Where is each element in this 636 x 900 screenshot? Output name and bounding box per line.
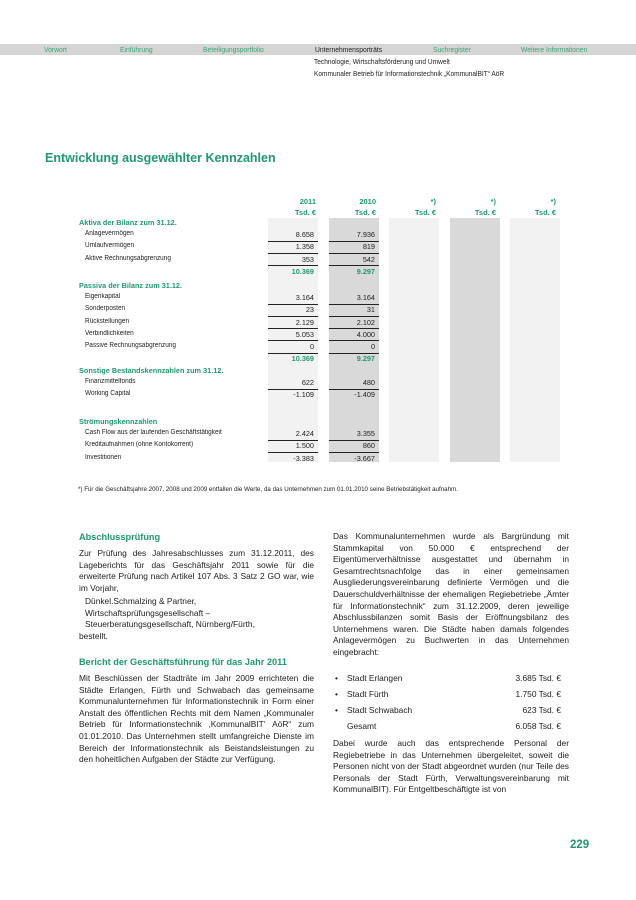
total-value-2011: 10.369 — [291, 354, 314, 364]
cell-value-2010: -1.409 — [354, 390, 375, 400]
asset-row — [333, 673, 561, 685]
table-footnote: *) Für die Geschäftsjahre 2007, 2008 und 2009 entfallen die Werte, da das Unternehmen zum 01.01.2010 seine Betriebstätigkeit aufnahm. — [78, 486, 458, 493]
asset-row — [333, 705, 561, 717]
cell-value-2010: 0 — [370, 342, 375, 351]
cell-value-2010: -3.667 — [354, 453, 375, 463]
asset-row — [333, 689, 561, 701]
nav-item-beteiligungsportfolio[interactable]: Beteiligungsportfolio — [203, 45, 264, 54]
page-number: 229 — [570, 839, 590, 851]
cell-value-2011: 23 — [305, 305, 314, 315]
cell-value-2010: 860 — [362, 441, 375, 451]
asset-amount: 3.685 Tsd. € — [515, 673, 561, 683]
row-label: Rückstellungen — [85, 317, 130, 325]
row-label: Eigenkapital — [85, 293, 121, 301]
bullet-icon: • — [335, 705, 338, 715]
audit-heading: Abschlussprüfung — [79, 532, 161, 542]
asset-name: Stadt Erlangen — [347, 673, 403, 683]
cell-value-2011: 1.358 — [295, 242, 314, 252]
cell-value-2010: 819 — [362, 242, 375, 252]
total-value-2011: 10.369 — [291, 266, 314, 276]
audit-closing: bestellt. — [79, 631, 108, 641]
row-label: Passive Rechnungsabgrenzung — [85, 342, 176, 349]
cell-value-2010: 2.102 — [356, 317, 375, 327]
row-label: Kreditaufnahmen (ohne Kontokorrent) — [85, 441, 194, 449]
nav-item-unternehmensportraets[interactable]: Unternehmensporträts — [315, 45, 383, 54]
breadcrumb-category: Technologie, Wirtschaftsförderung und Umwelt — [314, 57, 450, 66]
cell-value-2010: 31 — [366, 305, 375, 315]
cell-value-2010: 542 — [362, 254, 375, 264]
asset-amount: 1.750 Tsd. € — [515, 689, 561, 699]
column-header-year: *) — [550, 197, 556, 206]
cell-value-2010: 7.936 — [356, 230, 375, 240]
cell-value-2011: 2.424 — [295, 429, 314, 439]
cell-value-2010: 3.355 — [356, 429, 375, 439]
cell-value-2011: 2.129 — [295, 317, 314, 327]
total-value-2010: 9.297 — [356, 266, 375, 276]
asset-name: Stadt Fürth — [347, 689, 389, 699]
cell-value-2010: 3.164 — [356, 293, 375, 303]
column-shade-empty-2 — [450, 218, 500, 462]
column-header-unit: Tsd. € — [534, 208, 556, 217]
nav-item-vorwort[interactable]: Vorwort — [44, 45, 67, 54]
asset-amount: 6.058 Tsd. € — [515, 721, 561, 731]
row-label: Verbindlichkeiten — [85, 329, 134, 337]
closing-text: Dabei wurde auch das entsprechende Personal der Regiebetriebe in das Unternehmen übergeleitet, soweit die Personen nicht von der Stadt abgeordnet wurden (nur Teile des Personals der Stadt Fürth, Verwaltungsvereinbarung mit KommunalBIT). Für Entgeltbeschäftigte ist von — [333, 738, 569, 795]
column-header-unit: Tsd. € — [474, 208, 496, 217]
column-header-unit: Tsd. € — [294, 208, 316, 217]
page-title: Entwicklung ausgewählter Kennzahlen — [45, 151, 276, 165]
column-header-year: *) — [490, 197, 496, 206]
row-label: Working Capital — [85, 390, 131, 398]
column-header-year: 2010 — [359, 197, 376, 206]
cell-value-2011: 622 — [301, 378, 314, 388]
cell-value-2011: 8.658 — [295, 230, 314, 240]
column-header-year: *) — [430, 197, 436, 206]
asset-amount: 623 Tsd. € — [522, 705, 561, 715]
row-label: Anlagevermögen — [85, 230, 134, 238]
section-heading: Aktiva der Bilanz zum 31.12. — [79, 218, 177, 227]
cell-value-2011: -1.109 — [293, 390, 314, 400]
report-heading: Bericht der Geschäftsführung für das Jahr 2011 — [79, 657, 287, 667]
column-shade-empty-1 — [389, 218, 439, 462]
bullet-icon: • — [335, 689, 338, 699]
column-header-unit: Tsd. € — [414, 208, 436, 217]
row-label: Umlaufvermögen — [85, 242, 135, 250]
cell-value-2010: 480 — [362, 378, 375, 388]
column-header-year: 2011 — [299, 197, 316, 206]
column-header-unit: Tsd. € — [354, 208, 376, 217]
nav-item-weitere-informationen[interactable]: Weitere Informationen — [521, 45, 588, 54]
asset-name: Gesamt — [347, 721, 377, 731]
intro-text: Das Kommunalunternehmen wurde als Bargründung mit Stammkapital von 50.000 € entsprechend der Eigentümerverhältnisse ausgestattet und übernahm in Gesamtrechtsnachfolge das in einer gemeinsamen Ausgliederungsvereinbarung definierte Vermögen und die Dauerschuldverhältnisse der ehemaligen Regiebetriebe „Ämter für Informationstechnik“ zum 31.12.2009, deren jeweilige Abschlussbilanzen somit Basis der Eröffnungsbilanz des Unternehmens waren. Die Städte haben damals folgendes Anlagevermögen zu Buchwerten in das Unternehmen eingebracht: — [333, 531, 569, 657]
report-text: Mit Beschlüssen der Stadträte im Jahr 2009 errichteten die Städte Erlangen, Fürth und Schwabach das gemeinsame Kommunalunternehmen für Informationstechnik in Form einer Anstalt des öffentlichen Rechts mit dem Namen „Kommunaler Betrieb für Informationstechnik ‚KommunalBIT‘ AöR“ zum 01.01.2010. Das Unternehmen stellt umfangreiche Dienste im Bereich der Informationstechnik als Beistandsleistungen zu den hoheitlichen Aufgaben der Städte zur Verfügung. — [79, 673, 314, 765]
auditor-name: Dünkel.Schmalzing & Partner, Wirtschaftsprüfungsgesellschaft – Steuerberatungsgesellschaft, Nürnberg/Fürth, — [85, 596, 255, 630]
cell-value-2010: 4.000 — [356, 329, 375, 339]
row-label: Investitionen — [85, 453, 122, 461]
section-heading: Passiva der Bilanz zum 31.12. — [79, 281, 183, 290]
asset-row-total — [333, 721, 561, 733]
row-label: Cash Flow aus der laufenden Geschäftstätigkeit — [85, 429, 222, 437]
total-value-2010: 9.297 — [356, 354, 375, 364]
nav-item-einfuehrung[interactable]: Einführung — [120, 45, 153, 54]
audit-text: Zur Prüfung des Jahresabschlusses zum 31.12.2011, des Lageberichts für das Geschäftsjahr 2011 sowie für die erweiterte Prüfung nach Artikel 107 Abs. 3 Satz 2 GO war, wie im Vorjahr, — [79, 548, 314, 593]
bullet-icon: • — [335, 673, 338, 683]
section-heading: Strömungskennzahlen — [79, 417, 158, 426]
nav-item-suchregister[interactable]: Suchregister — [433, 45, 471, 54]
row-label: Finanzmittelfonds — [85, 378, 136, 386]
top-navigation — [0, 44, 636, 55]
cell-value-2011: 1.500 — [295, 441, 314, 451]
asset-name: Stadt Schwabach — [347, 705, 413, 715]
cell-value-2011: 0 — [309, 342, 314, 351]
cell-value-2011: 3.164 — [295, 293, 314, 303]
cell-value-2011: 5.053 — [295, 329, 314, 339]
section-heading: Sonstige Bestandskennzahlen zum 31.12. — [79, 366, 224, 375]
cell-value-2011: 353 — [301, 254, 314, 264]
row-label: Sonderposten — [85, 305, 126, 313]
breadcrumb-company: Kommunaler Betrieb für Informationstechnik „KommunalBIT“ AöR — [314, 69, 505, 78]
cell-value-2011: -3.383 — [293, 453, 314, 463]
row-label: Aktive Rechnungsabgrenzung — [85, 254, 171, 262]
column-shade-empty-3 — [510, 218, 560, 462]
